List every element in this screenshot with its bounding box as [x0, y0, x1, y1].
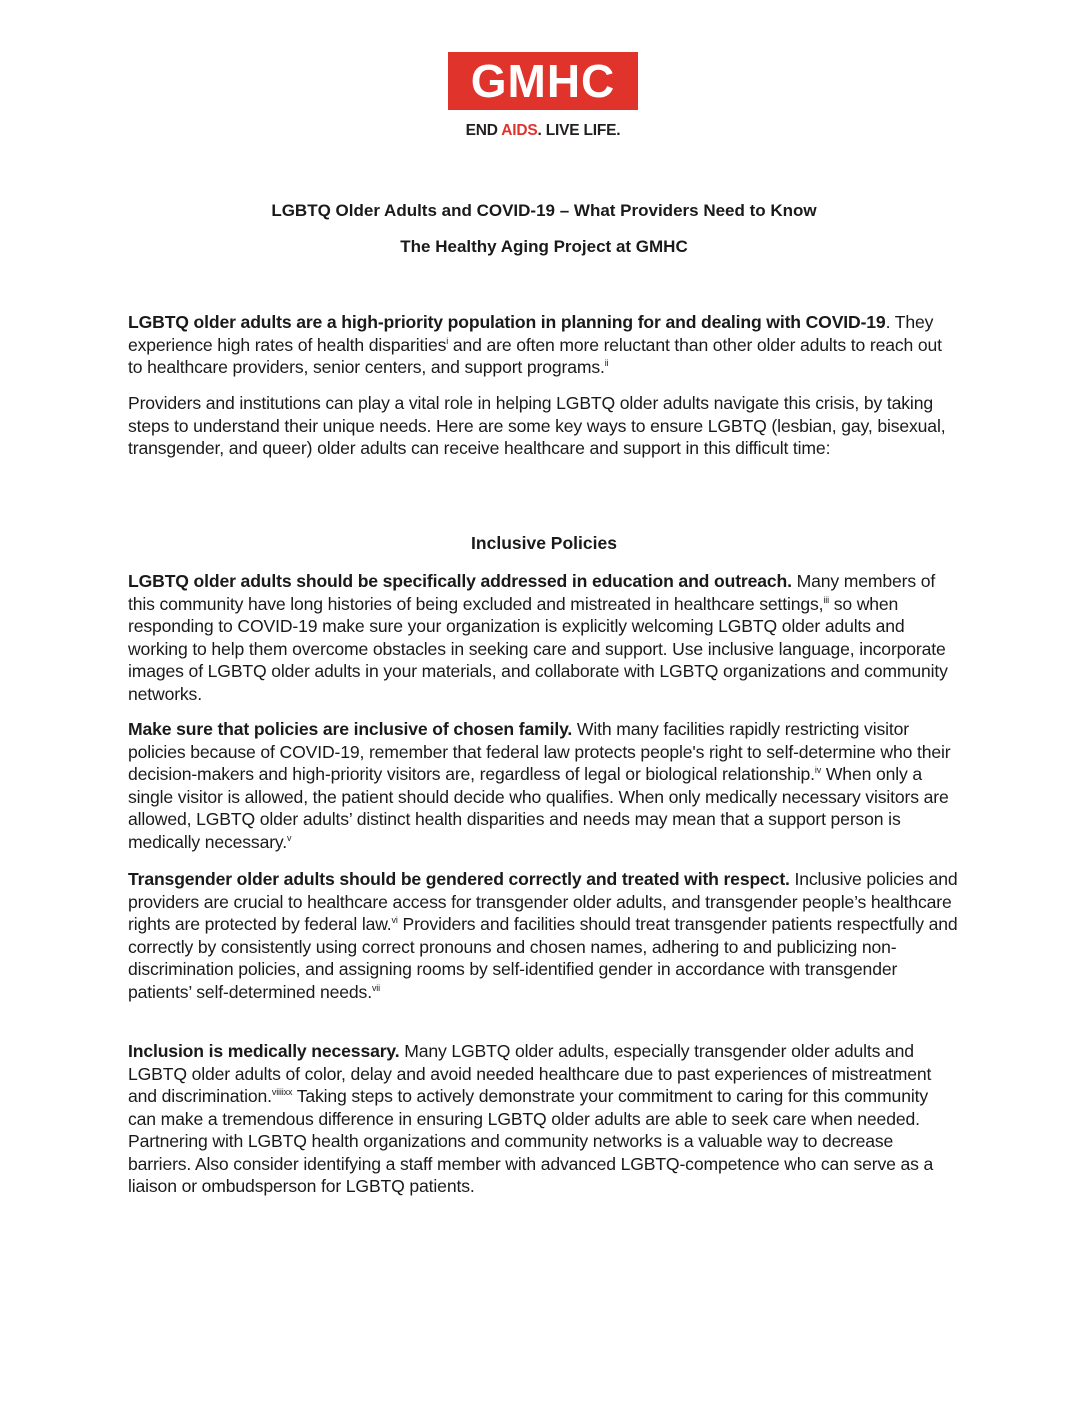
policy-item-text: Many members of this community have long histories of being excluded and mistreated in healthcare settings,	[128, 571, 936, 614]
policy-item-lead: Inclusion is medically necessary.	[128, 1041, 400, 1061]
footnote-ref: vi	[391, 915, 398, 925]
footnote-ref: vii	[371, 982, 380, 993]
document-subtitle: The Healthy Aging Project at GMHC	[400, 237, 688, 256]
gmhc-logo	[448, 52, 638, 140]
footnote-ref: ii	[604, 358, 609, 368]
tagline-accent: AIDS	[501, 122, 538, 139]
footnote-ref: viiiixx	[271, 1087, 293, 1097]
policy-item-lead: Transgender older adults should be gendered correctly and treated with respect.	[128, 869, 790, 889]
policy-item	[128, 718, 958, 853]
policy-item-text: When only a single visitor is allowed, the patient should decide who qualifies. When only medically necessary visitors are allowed, LGBTQ older adults’ distinct health disparities and needs may mean that a support person is medically necessary.	[128, 764, 949, 852]
policy-item-text: Providers and facilities should treat transgender patients respectfully and correctly by consistently using correct pronouns and chosen names, adhering to and publicizing non-discrimination policies, and assigning rooms by self-identified gender in accordance with transgender patients’ self-determined needs.	[128, 914, 958, 1002]
policy-item-text: With many facilities rapidly restricting visitor policies because of COVID-19, remember that federal law protects people's right to self-determine who their decision-makers and high-priority visitors are, regardless of legal or biological relationship.	[128, 719, 951, 784]
section-heading: Inclusive Policies	[471, 533, 617, 553]
footnote-ref: iv	[814, 765, 822, 775]
policy-item-text: so when responding to COVID-19 make sure your organization is explicitly welcoming LGBTQ older adults and working to help them overcome obstacles in seeking care and support. Use inclusive language, incorporate images of LGBTQ older adults in your materials, and collaborate with LGBTQ organizations and community networks.	[128, 593, 948, 704]
policy-item	[128, 1040, 958, 1198]
logo-tagline	[448, 122, 638, 140]
footnote-ref: v	[287, 832, 292, 843]
logo-wordmark-box	[448, 52, 638, 110]
logo-wordmark: GMHC	[470, 55, 616, 107]
policy-item-text: Many LGBTQ older adults, especially transgender older adults and LGBTQ older adults of color, delay and avoid needed healthcare due to past experiences of mistreatment and discrimination.	[128, 1041, 932, 1106]
tagline-part2: . LIVE LIFE.	[537, 122, 621, 139]
intro-lead-bold: LGBTQ older adults are a high-priority population in planning for and dealing with COVID-19	[128, 312, 886, 332]
intro-text-1: . They experience high rates of health disparities	[128, 312, 934, 355]
footnote-ref: i	[446, 335, 449, 346]
footnote-ref: iii	[823, 594, 829, 605]
policy-item-lead: LGBTQ older adults should be specifically addressed in education and outreach.	[128, 571, 792, 591]
intro-text-2: and are often more reluctant than other older adults to reach out to healthcare providers, senior centers, and support programs.	[128, 334, 942, 377]
policy-item-lead: Make sure that policies are inclusive of chosen family.	[128, 719, 573, 739]
policy-item-text: Inclusive policies and providers are crucial to healthcare access for transgender older adults, and transgender people’s healthcare rights are protected by federal law.	[128, 869, 958, 934]
document-title: LGBTQ Older Adults and COVID-19 – What Providers Need to Know	[271, 201, 817, 220]
policy-item	[128, 570, 958, 705]
intro-paragraph-2: Providers and institutions can play a vital role in helping LGBTQ older adults navigate this crisis, by taking steps to understand their unique needs. Here are some key ways to ensure LGBTQ (lesbian, gay, bisexual, transgender, and queer) older adults can receive healthcare and support in this difficult time:	[128, 393, 946, 458]
intro-paragraph-1	[128, 311, 958, 379]
tagline-part1: END	[465, 122, 502, 139]
policy-item-text: Taking steps to actively demonstrate your commitment to caring for this community can make a tremendous difference in ensuring LGBTQ older adults are able to seek care when needed. Partnering with LGBTQ health organizations and community networks is a valuable way to decrease barriers. Also consider identifying a staff member with advanced LGBTQ-competence who can serve as a liaison or ombudsperson for LGBTQ patients.	[128, 1086, 934, 1196]
policy-item	[128, 868, 958, 1003]
